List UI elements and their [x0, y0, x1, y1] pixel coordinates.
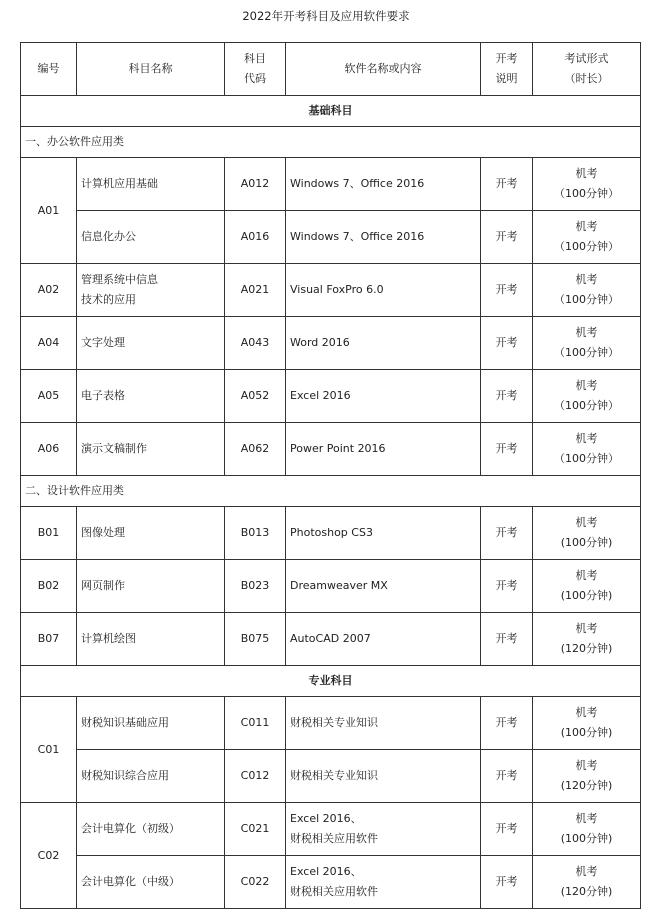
open-note: 开考 — [481, 423, 533, 476]
subject-code: C022 — [225, 856, 286, 909]
exam-form: 机考 （100分钟） — [533, 158, 641, 211]
subject-name: 财税知识综合应用 — [77, 750, 225, 803]
section-basic: 基础科目 — [21, 96, 641, 127]
code-cell: B01 — [21, 507, 77, 560]
subject-name: 计算机应用基础 — [77, 158, 225, 211]
table-row — [21, 560, 641, 613]
table-row — [21, 317, 641, 370]
table-row — [21, 613, 641, 666]
subject-name: 演示文稿制作 — [77, 423, 225, 476]
subject-name: 信息化办公 — [77, 211, 225, 264]
open-note: 开考 — [481, 613, 533, 666]
subject-code: A012 — [225, 158, 286, 211]
subject-name: 网页制作 — [77, 560, 225, 613]
category-design: 二、设计软件应用类 — [21, 476, 641, 507]
software: Word 2016 — [286, 317, 481, 370]
header-subject-code: 科目 代码 — [225, 43, 286, 96]
open-note: 开考 — [481, 317, 533, 370]
table-row — [21, 507, 641, 560]
subject-name: 会计电算化（初级） — [77, 803, 225, 856]
subject-code: A043 — [225, 317, 286, 370]
exam-form: 机考 (120分钟) — [533, 856, 641, 909]
subject-name: 管理系统中信息 技术的应用 — [77, 264, 225, 317]
software: 财税相关专业知识 — [286, 750, 481, 803]
software: Windows 7、Office 2016 — [286, 211, 481, 264]
exam-form: 机考 （100分钟） — [533, 264, 641, 317]
open-note: 开考 — [481, 750, 533, 803]
software: Visual FoxPro 6.0 — [286, 264, 481, 317]
software: Dreamweaver MX — [286, 560, 481, 613]
code-cell: A01 — [21, 158, 77, 264]
table-row — [21, 697, 641, 750]
open-note: 开考 — [481, 507, 533, 560]
open-note: 开考 — [481, 158, 533, 211]
exam-form: 机考 （100分钟） — [533, 370, 641, 423]
subject-code: C021 — [225, 803, 286, 856]
open-note: 开考 — [481, 211, 533, 264]
software: Photoshop CS3 — [286, 507, 481, 560]
subject-code: B023 — [225, 560, 286, 613]
header-row — [21, 43, 641, 96]
open-note: 开考 — [481, 697, 533, 750]
exam-form: 机考 （100分钟） — [533, 317, 641, 370]
software: 财税相关专业知识 — [286, 697, 481, 750]
subject-code: C011 — [225, 697, 286, 750]
exam-form: 机考 （100分钟） — [533, 211, 641, 264]
subject-code: A052 — [225, 370, 286, 423]
software: Power Point 2016 — [286, 423, 481, 476]
table-row — [21, 370, 641, 423]
table-row — [21, 423, 641, 476]
header-exam-form: 考试形式 （时长） — [533, 43, 641, 96]
code-cell: B02 — [21, 560, 77, 613]
table-row — [21, 211, 641, 264]
exam-form: 机考 （100分钟） — [533, 423, 641, 476]
code-cell: A04 — [21, 317, 77, 370]
exam-form: 机考 (100分钟) — [533, 803, 641, 856]
subject-name: 计算机绘图 — [77, 613, 225, 666]
subject-code: C012 — [225, 750, 286, 803]
exam-form: 机考 (120分钟) — [533, 613, 641, 666]
exam-form: 机考 (120分钟) — [533, 750, 641, 803]
section-professional: 专业科目 — [21, 666, 641, 697]
code-cell: A06 — [21, 423, 77, 476]
subject-name: 文字处理 — [77, 317, 225, 370]
table-row — [21, 158, 641, 211]
table-row — [21, 856, 641, 909]
code-cell: C02 — [21, 803, 77, 909]
subject-code: A062 — [225, 423, 286, 476]
subject-name: 财税知识基础应用 — [77, 697, 225, 750]
header-subject-name: 科目名称 — [77, 43, 225, 96]
code-cell: C01 — [21, 697, 77, 803]
software: AutoCAD 2007 — [286, 613, 481, 666]
open-note: 开考 — [481, 264, 533, 317]
subject-code: A021 — [225, 264, 286, 317]
open-note: 开考 — [481, 370, 533, 423]
table-row — [21, 264, 641, 317]
exam-subjects-table — [20, 42, 641, 909]
subject-code: A016 — [225, 211, 286, 264]
code-cell: B07 — [21, 613, 77, 666]
subject-code: B075 — [225, 613, 286, 666]
code-cell: A02 — [21, 264, 77, 317]
subject-code: B013 — [225, 507, 286, 560]
software: Excel 2016 — [286, 370, 481, 423]
software: Windows 7、Office 2016 — [286, 158, 481, 211]
software: Excel 2016、 财税相关应用软件 — [286, 856, 481, 909]
header-open-note: 开考 说明 — [481, 43, 533, 96]
subject-name: 会计电算化（中级） — [77, 856, 225, 909]
exam-form: 机考 (100分钟) — [533, 697, 641, 750]
category-office: 一、办公软件应用类 — [21, 127, 641, 158]
table-row — [21, 803, 641, 856]
code-cell: A05 — [21, 370, 77, 423]
subject-name: 电子表格 — [77, 370, 225, 423]
header-software: 软件名称或内容 — [286, 43, 481, 96]
exam-form: 机考 (100分钟) — [533, 560, 641, 613]
page-title: 2022年开考科目及应用软件要求 — [242, 9, 410, 23]
open-note: 开考 — [481, 856, 533, 909]
table-row — [21, 750, 641, 803]
software: Excel 2016、 财税相关应用软件 — [286, 803, 481, 856]
header-code: 编号 — [21, 43, 77, 96]
open-note: 开考 — [481, 803, 533, 856]
open-note: 开考 — [481, 560, 533, 613]
exam-form: 机考 (100分钟) — [533, 507, 641, 560]
subject-name: 图像处理 — [77, 507, 225, 560]
